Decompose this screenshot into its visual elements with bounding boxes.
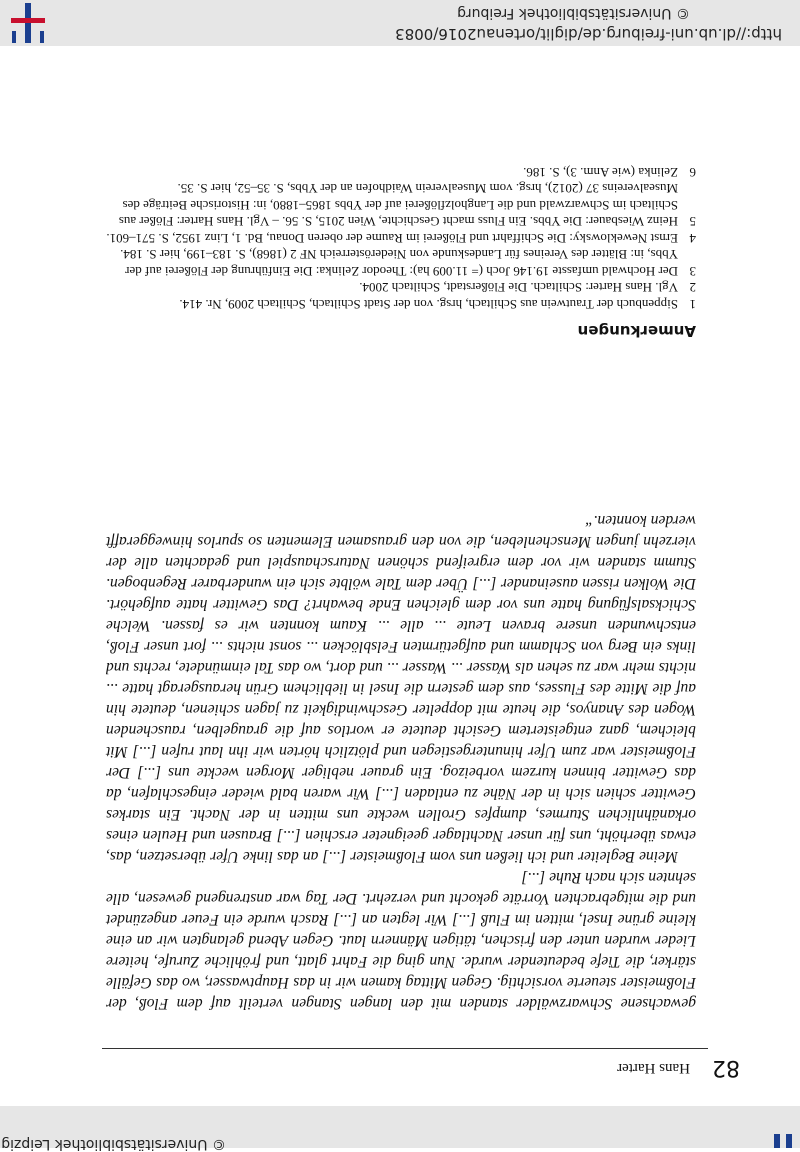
note-text: Heinz Wiesbauer: Die Ybbs. Ein Fluss macht Geschichte, Wien 2015, S. 56. – Vgl. Hans Harter: Flößer aus Schiltach im Schwarzwald und die Langholzflößerei auf der Ybbs 1865–1880, in: Historische Beiträge des Musealvereins 37 (2012), hrsg. vom Musealverein Waidhofen an der Ybbs, S. 35–52, hier S. 35.: [118, 181, 678, 230]
note-number: 4: [689, 231, 696, 246]
paragraph: gewachsene Schwarzwälder standen mit den langen Stangen verteilt auf dem Floß, der Floßmeister steuerte vorsichtig. Gegen Mittag kamen wir in das Hauptwasser, wo das Gefälle stärker, die Tiefe bedeutender wurde. Nun ging die Fahrt glatt, und fröhliche Zurufe, heitere Lieder wurden unter den frischen, tätigen Männern laut. Gegen Abend gelangten wir an eine kleine grüne Insel, mitten im Fluß [...] Wir legten an [...] Rasch wurde ein Feuer angezündet und die mitgebrachten Vorräte gekocht und verzehrt. Der Tag war anstrengend gewesen, alle sehnten sich nach Ruhe [...]: [106, 869, 696, 1012]
note-number: 2: [689, 280, 696, 296]
note-item: [102, 230, 696, 247]
ub-logo: [8, 3, 48, 43]
note-number: 5: [689, 214, 696, 230]
running-head: Hans Harter: [617, 1060, 690, 1076]
note-item: [102, 180, 696, 230]
ub-logo: [766, 1108, 796, 1148]
note-number: 6: [689, 165, 696, 180]
header-bar: [0, 0, 800, 46]
note-item: [102, 164, 696, 181]
note-text: Sippenbuch der Trautwein aus Schiltach, hrsg. von der Stadt Schiltach, Schiltach 2009, Nr. 414.: [179, 297, 678, 312]
note-text: Der Hochwald umfasste 19.146 Joch (= 11.009 ha): Theodor Zelinka: Die Einführung der Flößerei auf der Ybbs, in: Blätter des Vereines für Landeskunde von Niederösterreich NF 2 (1868), S. 183–199, hier S. 184.: [120, 247, 678, 279]
footer-bar: [0, 1106, 800, 1152]
note-item: [102, 279, 696, 296]
page-number: 82: [712, 1055, 740, 1080]
header-institution: © Universitätsbibliothek Freiburg: [457, 5, 690, 21]
paragraph: Meine Begleiter und ich ließen uns vom Floßmeister [...] an das linke Ufer übersetzen, das, etwas überhöht, uns für unser Nachtlager geeigneter erschien [...] Brausen und Heulen eines orkanähnlichen Sturmes, dumpfes Grollen weckte uns mitten in der Nacht. Ein starkes Gewitter schien sich in der Nähe zu entladen [...] Wir waren bald wieder eingeschlafen, da das Gewitter binnen kurzem vorbeizog. Ein grauer nebliger Morgen weckte uns [...] Der Floßmeister war zum Ufer hinuntergestiegen und plötzlich hörten wir ihn laut rufen [...] Mit bleichem, ganz entgeistertem Gesicht deutete er wortlos auf die graugelben, rauschenden Wogen des Ananyos, die heute mit doppelter Geschwindigkeit zu jagen schienen, deutete hin auf die Mitte des Flusses, aus dem gestern die Insel in lieblichem Grün herausgeragt hatte ... nichts mehr war zu sehen als Wasser ... Wasser ... und dort, wo das Tal einmündete, rechts und links ein Berg von Schlamm und aufgetürmten Felsblöcken ... sonst nichts ... fort unser Floß, entschwunden unsere braven Leute ... alle ... Kaum konnten wir es fassen. Welche Schicksalsfügung hatte uns vor dem gleichen Ende bewahrt? Das Gewitter hatte aufgehört. Die Wolken rissen auseinander [...] Über dem Tale wölbte sich ein wunderbarer Regenbogen. Stumm standen wir vor dem ergreifend schönen Naturschauspiel und gedachten alle der vierzehn jungen Menschenleben, die von den grausamen Elementen so spurlos hinweggerafft werden konnten.“: [106, 512, 696, 865]
header-rule: [102, 1048, 708, 1049]
note-text: Zelinka (wie Anm. 3), S. 186.: [523, 165, 678, 180]
note-number: 3: [689, 264, 696, 279]
note-item: [102, 246, 696, 279]
note-text: Ernst Neweklowsky: Die Schiffahrt und Flößerei im Raume der oberen Donau, Bd. 1, Linz 1952, S. 571–601.: [106, 231, 678, 246]
notes-list: [102, 164, 696, 313]
footer-institution: © Universitätsbibliothek Leipzig: [1, 1136, 226, 1152]
main-text: [106, 510, 696, 1014]
note-item: [102, 296, 696, 313]
notes-heading: Anmerkungen: [577, 322, 696, 340]
note-text: Vgl. Hans Harter: Schiltach. Die Flößerstadt, Schiltach 2004.: [359, 280, 678, 296]
digital-url-link[interactable]: http://dl.ub.uni-freiburg.de/diglit/ortenau2016/0083: [395, 25, 782, 43]
note-number: 1: [689, 297, 696, 312]
